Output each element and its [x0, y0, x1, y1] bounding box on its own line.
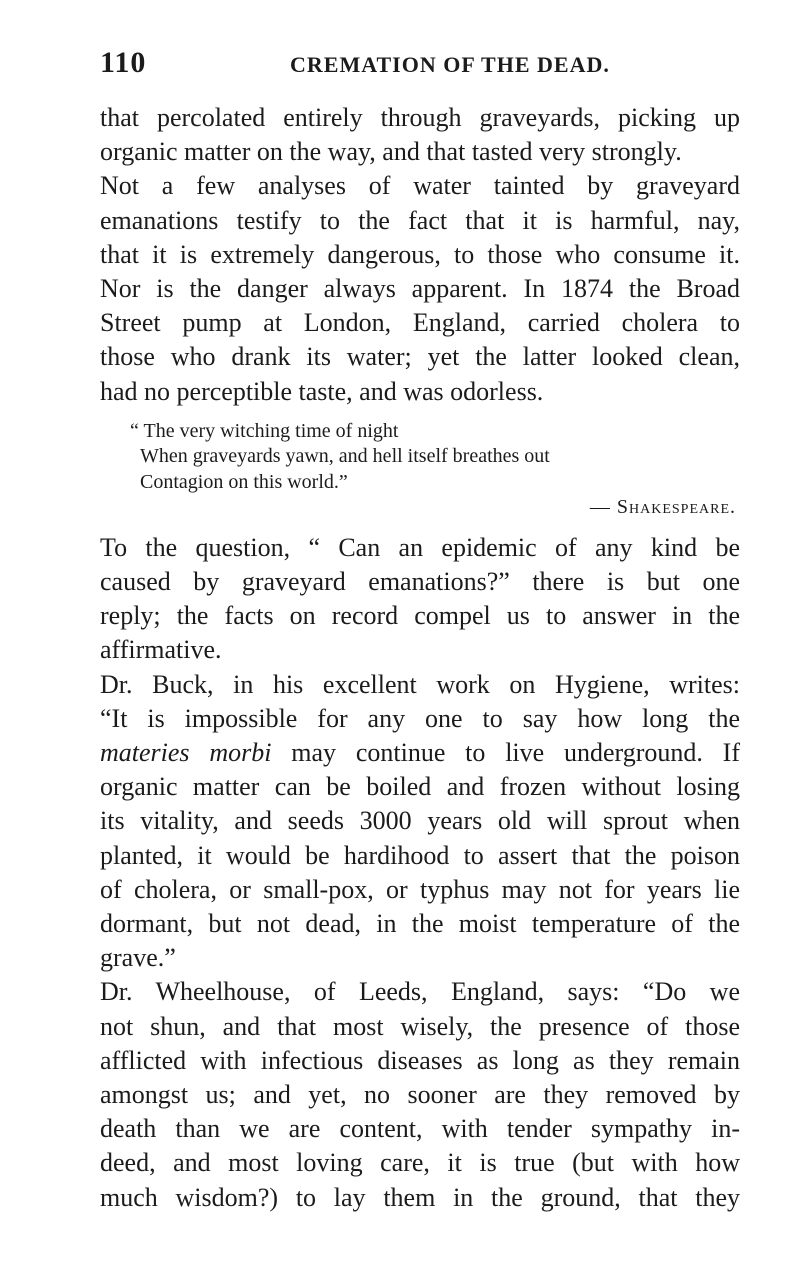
paragraph-continuation	[100, 101, 740, 169]
text-line-with-italic	[100, 736, 740, 770]
running-title: CREMATION OF THE DEAD.	[290, 52, 610, 77]
text-line: those who drank its water; yet the latter looked clean,	[100, 342, 740, 372]
paragraph-dr-buck	[100, 668, 740, 976]
text-line: planted, it would be hardihood to assert that the poison	[100, 840, 740, 870]
text-line: organic matter on the way, and that tasted very strongly.	[100, 137, 682, 167]
text-line: Not a few analyses of water tainted by graveyard	[100, 171, 740, 201]
text-line: organic matter can be boiled and frozen without losing	[100, 772, 740, 802]
text-line: Dr. Wheelhouse, of Leeds, England, says: “Do we	[100, 977, 740, 1007]
text-line: Dr. Buck, in his excellent work on Hygiene, writes:	[100, 669, 740, 699]
paragraph-water-analyses	[100, 169, 740, 408]
quote-line: When graveyards yawn, and hell itself breathes out	[140, 445, 550, 468]
shakespeare-quote	[100, 419, 740, 521]
text-line: much wisdom?) to lay them in the ground, that they	[100, 1182, 740, 1212]
text-line: afflicted with infectious diseases as long as they remain	[100, 1045, 740, 1075]
text-line: emanations testify to the fact that it is harmful, nay,	[100, 205, 740, 235]
text-line: Nor is the danger always apparent. In 1874 the Broad	[100, 274, 740, 304]
text-line: reply; the facts on record compel us to answer in the	[100, 601, 740, 631]
text-line: not shun, and that most wisely, the presence of those	[100, 1011, 740, 1041]
text-line: caused by graveyard emanations?” there is but one	[100, 567, 740, 597]
page-number: 110	[100, 46, 147, 79]
text-line: deed, and most loving care, it is true (but with how	[100, 1148, 740, 1178]
text-line: amongst us; and yet, no sooner are they removed by	[100, 1080, 740, 1110]
body-text	[100, 101, 740, 1215]
text-line: its vitality, and seeds 3000 years old will sprout when	[100, 806, 740, 836]
quote-attribution: — Shakespeare.	[589, 496, 736, 519]
paragraph-dr-wheelhouse	[100, 975, 740, 1214]
page-header	[100, 46, 740, 80]
text-line: “It is impossible for any one to say how long the	[100, 703, 740, 733]
quote-line: “ The very witching time of night	[130, 419, 399, 442]
text-line: grave.”	[100, 943, 176, 973]
italic-term: materies morbi	[100, 738, 272, 768]
text-line: To the question, “ Can an epidemic of any kind be	[100, 532, 740, 562]
quote-line: Contagion on this world.”	[140, 470, 348, 493]
text-fragment: may continue to live underground. If	[271, 738, 740, 768]
text-line: dormant, but not dead, in the moist temperature of the	[100, 909, 740, 939]
text-line: that it is extremely dangerous, to those who consume it.	[100, 239, 740, 269]
paragraph-question	[100, 531, 740, 668]
text-line: affirmative.	[100, 635, 222, 665]
text-line: death than we are content, with tender sympathy in-	[100, 1114, 740, 1144]
text-line: had no perceptible taste, and was odorless.	[100, 376, 544, 406]
text-line: of cholera, or small-pox, or typhus may not for years lie	[100, 874, 740, 904]
text-line: Street pump at London, England, carried cholera to	[100, 308, 740, 338]
text-line: that percolated entirely through graveyards, picking up	[100, 103, 740, 132]
